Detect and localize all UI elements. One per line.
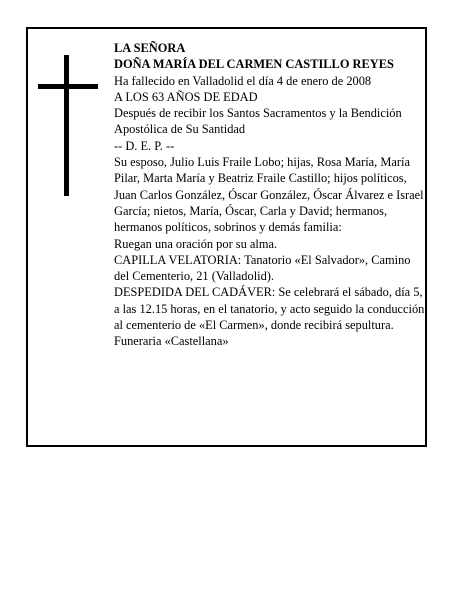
- farewell-paragraph: DESPEDIDA DEL CADÁVER: Se celebrará el sábado, día 5, a las 12.15 horas, en el tanatorio, y acto seguido la conducción al cementerio de «El Carmen», donde recibirá sepultura.: [114, 285, 425, 333]
- rip-line: -- D. E. P. --: [114, 138, 175, 153]
- death-date-line: Ha fallecido en Valladolid el día 4 de enero de 2008: [114, 73, 372, 88]
- cross-vertical-bar: [64, 55, 69, 196]
- obituary-text: [114, 40, 426, 350]
- notice-heading: LA SEÑORA: [114, 41, 186, 55]
- deceased-name: DOÑA MARÍA DEL CARMEN CASTILLO REYES: [114, 57, 394, 72]
- funeral-home-line: Funeraria «Castellana»: [114, 334, 229, 349]
- chapel-paragraph: CAPILLA VELATORIA: Tanatorio «El Salvador», Camino del Cementerio, 21 (Valladolid).: [114, 252, 411, 284]
- age-line: A LOS 63 AÑOS DE EDAD: [114, 89, 258, 104]
- sacraments-paragraph: Después de recibir los Santos Sacramentos y la Bendición Apostólica de Su Santidad: [114, 106, 402, 137]
- cross-horizontal-bar: [38, 84, 98, 89]
- prayer-line: Ruegan una oración por su alma.: [114, 236, 278, 251]
- family-paragraph: Su esposo, Julio Luis Fraile Lobo; hijas, Rosa María, María Pilar, Marta María y Beatriz Fraile Castillo; hijos políticos, Juan Carlos González, Óscar González, Óscar Álvarez e Israel García; nietos, María, Óscar, Carla y David; hermanos, hermanos políticos, sobrinos y demás familia:: [114, 155, 424, 235]
